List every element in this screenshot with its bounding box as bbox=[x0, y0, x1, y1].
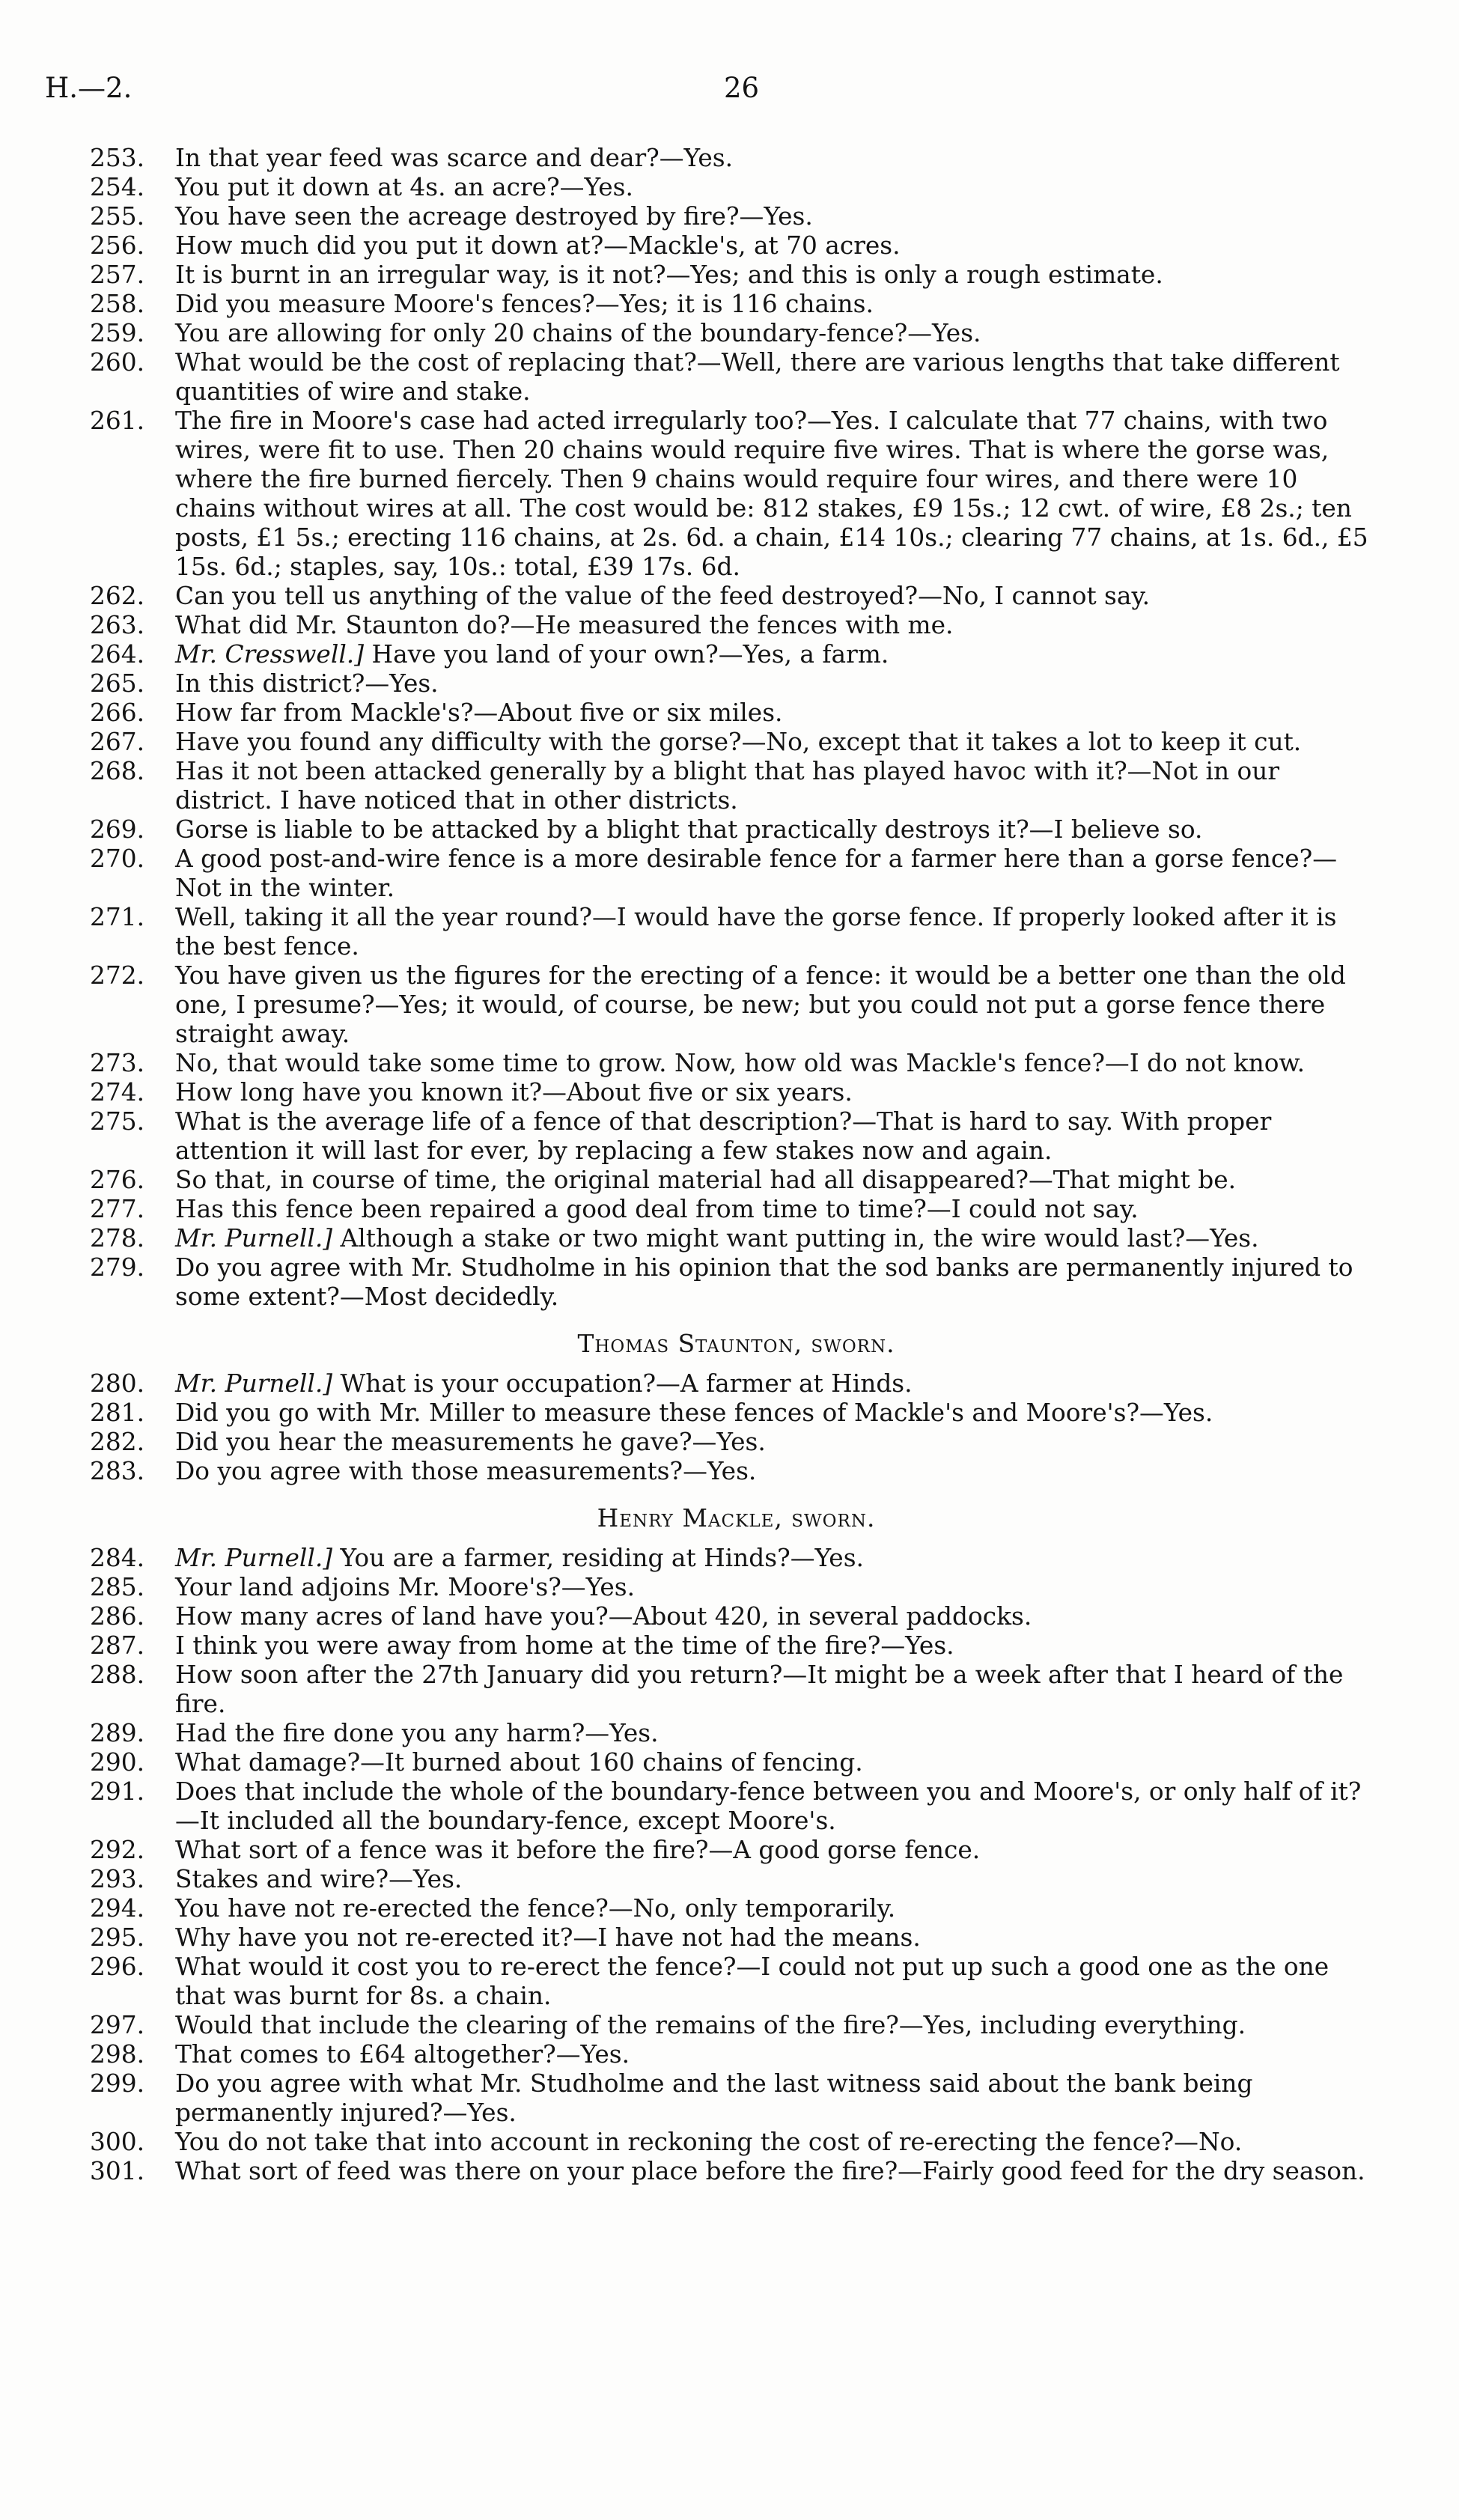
question-paragraph bbox=[90, 348, 1383, 407]
question-number: 263. bbox=[90, 611, 145, 639]
question-text: The fire in Moore's case had acted irregularly too?—Yes. I calculate that 77 chains, with two wires, were fit to use. Then 20 chains would require five wires. That is where the gorse was, where the fire burned fiercely. Then 9 chains would require four wires, and there were 10 chains without wires at all. The cost would be: 812 stakes, £9 15s.; 12 cwt. of wire, £8 2s.; ten posts, £1 5s.; erecting 116 chains, at 2s. 6d. a chain, £14 10s.; clearing 77 chains, at 1s. 6d., £5 15s. 6d.; staples, say, 10s.: total, £39 17s. 6d. bbox=[175, 407, 1368, 581]
question-number: 285. bbox=[90, 1573, 145, 1601]
question-text: In that year feed was scarce and dear?—Yes. bbox=[175, 144, 734, 172]
question-text: Why have you not re-erected it?—I have not had the means. bbox=[175, 1923, 921, 1952]
question-text: In this district?—Yes. bbox=[175, 669, 439, 698]
question-paragraph bbox=[90, 903, 1383, 961]
question-text: Although a stake or two might want putting in, the wire would last?—Yes. bbox=[340, 1224, 1259, 1253]
question-paragraph bbox=[90, 1369, 1383, 1399]
question-text: Had the fire done you any harm?—Yes. bbox=[175, 1719, 659, 1747]
question-paragraph bbox=[90, 2011, 1383, 2040]
question-text: Did you measure Moore's fences?—Yes; it is 116 chains. bbox=[175, 290, 874, 318]
question-text: That comes to £64 altogether?—Yes. bbox=[175, 2040, 630, 2069]
question-number: 254. bbox=[90, 173, 145, 201]
question-text: What damage?—It burned about 160 chains of fencing. bbox=[175, 1748, 863, 1777]
question-number: 286. bbox=[90, 1602, 145, 1631]
question-paragraph bbox=[90, 144, 1383, 173]
examiner-name: Mr. Purnell.] bbox=[175, 1369, 333, 1398]
question-paragraph bbox=[90, 582, 1383, 611]
question-text: Do you agree with what Mr. Studholme and the last witness said about the bank being permanently injured?—Yes. bbox=[175, 2069, 1253, 2127]
witness-heading: Henry Mackle, sworn. bbox=[597, 1504, 876, 1533]
evidence-body bbox=[90, 144, 1383, 2186]
question-text: It is burnt in an irregular way, is it not?—Yes; and this is only a rough estimate. bbox=[175, 261, 1163, 289]
question-text: You put it down at 4s. an acre?—Yes. bbox=[175, 173, 633, 201]
question-paragraph bbox=[90, 1399, 1383, 1428]
question-number: 253. bbox=[90, 144, 145, 172]
question-text: What would it cost you to re-erect the fence?—I could not put up such a good one as the one that was burnt for 8s. a chain. bbox=[175, 1953, 1329, 2010]
question-text: Do you agree with those measurements?—Yes. bbox=[175, 1457, 757, 1485]
question-text: Did you hear the measurements he gave?—Yes. bbox=[175, 1428, 766, 1456]
question-number: 275. bbox=[90, 1107, 145, 1136]
question-paragraph bbox=[90, 2128, 1383, 2157]
question-number: 271. bbox=[90, 903, 145, 931]
question-paragraph bbox=[90, 407, 1383, 582]
question-number: 260. bbox=[90, 348, 145, 377]
question-text: What sort of feed was there on your place before the fire?—Fairly good feed for the dry season. bbox=[175, 2157, 1365, 2185]
question-number: 265. bbox=[90, 669, 145, 698]
question-text: How long have you known it?—About five or six years. bbox=[175, 1078, 853, 1107]
question-paragraph bbox=[90, 961, 1383, 1049]
question-paragraph bbox=[90, 1428, 1383, 1457]
question-number: 257. bbox=[90, 261, 145, 289]
question-number: 277. bbox=[90, 1195, 145, 1223]
question-number: 274. bbox=[90, 1078, 145, 1107]
question-text: Did you go with Mr. Miller to measure these fences of Mackle's and Moore's?—Yes. bbox=[175, 1399, 1213, 1427]
question-number: 262. bbox=[90, 582, 145, 610]
question-text: You do not take that into account in reckoning the cost of re-erecting the fence?—No. bbox=[175, 2128, 1243, 2156]
question-paragraph bbox=[90, 1777, 1383, 1836]
question-text: A good post-and-wire fence is a more desirable fence for a farmer here than a gorse fence?—Not in the winter. bbox=[175, 844, 1338, 902]
question-paragraph bbox=[90, 1953, 1383, 2011]
question-number: 255. bbox=[90, 202, 145, 231]
question-text: How far from Mackle's?—About five or six miles. bbox=[175, 699, 783, 727]
question-text: What is the average life of a fence of that description?—That is hard to say. With proper attention it will last for ever, by replacing a few stakes now and again. bbox=[175, 1107, 1272, 1165]
page-header bbox=[45, 72, 1407, 117]
question-text: What sort of a fence was it before the fire?—A good gorse fence. bbox=[175, 1836, 981, 1864]
question-paragraph bbox=[90, 1253, 1383, 1312]
question-paragraph bbox=[90, 640, 1383, 669]
question-paragraph bbox=[90, 757, 1383, 815]
question-text: Does that include the whole of the boundary-fence between you and Moore's, or only half of it?—It included all the boundary-fence, except Moore's. bbox=[175, 1777, 1362, 1835]
question-paragraph bbox=[90, 1224, 1383, 1253]
document-reference: H.—2. bbox=[45, 72, 133, 104]
question-text: What would be the cost of replacing that?—Well, there are various lengths that take different quantities of wire and stake. bbox=[175, 348, 1340, 406]
question-paragraph bbox=[90, 231, 1383, 261]
question-number: 291. bbox=[90, 1777, 145, 1806]
question-paragraph bbox=[90, 2157, 1383, 2186]
question-text: You have not re-erected the fence?—No, only temporarily. bbox=[175, 1894, 896, 1923]
question-paragraph bbox=[90, 1166, 1383, 1195]
question-text: What did Mr. Staunton do?—He measured the fences with me. bbox=[175, 611, 954, 639]
question-paragraph bbox=[90, 1631, 1383, 1661]
question-paragraph bbox=[90, 844, 1383, 903]
question-text: Has this fence been repaired a good deal from time to time?—I could not say. bbox=[175, 1195, 1139, 1223]
page-number: 26 bbox=[724, 72, 760, 104]
question-paragraph bbox=[90, 1661, 1383, 1719]
question-number: 284. bbox=[90, 1544, 145, 1572]
question-number: 268. bbox=[90, 757, 145, 785]
question-paragraph bbox=[90, 699, 1383, 728]
question-text: You have seen the acreage destroyed by fire?—Yes. bbox=[175, 202, 813, 231]
question-number: 280. bbox=[90, 1369, 145, 1398]
question-paragraph bbox=[90, 1049, 1383, 1078]
question-paragraph bbox=[90, 173, 1383, 202]
question-text: How soon after the 27th January did you return?—It might be a week after that I heard of the fire. bbox=[175, 1661, 1344, 1718]
question-paragraph bbox=[90, 611, 1383, 640]
question-text: How much did you put it down at?—Mackle's, at 70 acres. bbox=[175, 231, 901, 260]
question-paragraph bbox=[90, 202, 1383, 231]
question-text: No, that would take some time to grow. Now, how old was Mackle's fence?—I do not know. bbox=[175, 1049, 1306, 1077]
question-number: 256. bbox=[90, 231, 145, 260]
question-text: Gorse is liable to be attacked by a blight that practically destroys it?—I believe so. bbox=[175, 815, 1203, 844]
question-number: 290. bbox=[90, 1748, 145, 1777]
question-text: Well, taking it all the year round?—I would have the gorse fence. If properly looked after it is the best fence. bbox=[175, 903, 1337, 961]
question-number: 294. bbox=[90, 1894, 145, 1923]
examiner-name: Mr. Cresswell.] bbox=[175, 640, 365, 669]
question-text: Have you found any difficulty with the gorse?—No, except that it takes a lot to keep it cut. bbox=[175, 728, 1302, 756]
question-paragraph bbox=[90, 815, 1383, 844]
question-number: 292. bbox=[90, 1836, 145, 1864]
question-number: 258. bbox=[90, 290, 145, 318]
question-number: 276. bbox=[90, 1166, 145, 1194]
question-paragraph bbox=[90, 1107, 1383, 1166]
question-paragraph bbox=[90, 669, 1383, 699]
question-text: How many acres of land have you?—About 420, in several paddocks. bbox=[175, 1602, 1032, 1631]
question-number: 297. bbox=[90, 2011, 145, 2039]
question-paragraph bbox=[90, 1457, 1383, 1486]
question-text: Would that include the clearing of the remains of the fire?—Yes, including everything. bbox=[175, 2011, 1246, 2039]
question-paragraph bbox=[90, 1078, 1383, 1107]
question-number: 273. bbox=[90, 1049, 145, 1077]
question-text: You are allowing for only 20 chains of the boundary-fence?—Yes. bbox=[175, 319, 981, 347]
question-number: 269. bbox=[90, 815, 145, 844]
question-number: 298. bbox=[90, 2040, 145, 2069]
question-text: Stakes and wire?—Yes. bbox=[175, 1865, 463, 1893]
question-paragraph bbox=[90, 261, 1383, 290]
question-number: 278. bbox=[90, 1224, 145, 1253]
question-number: 279. bbox=[90, 1253, 145, 1282]
question-text: Do you agree with Mr. Studholme in his opinion that the sod banks are permanently injured to some extent?—Most decidedly. bbox=[175, 1253, 1353, 1311]
question-number: 266. bbox=[90, 699, 145, 727]
examiner-name: Mr. Purnell.] bbox=[175, 1544, 333, 1572]
question-paragraph bbox=[90, 1602, 1383, 1631]
question-number: 300. bbox=[90, 2128, 145, 2156]
question-number: 296. bbox=[90, 1953, 145, 1981]
question-number: 288. bbox=[90, 1661, 145, 1689]
question-paragraph bbox=[90, 290, 1383, 319]
question-text: Can you tell us anything of the value of the feed destroyed?—No, I cannot say. bbox=[175, 582, 1151, 610]
question-paragraph bbox=[90, 1195, 1383, 1224]
question-text: Have you land of your own?—Yes, a farm. bbox=[371, 640, 889, 669]
question-paragraph bbox=[90, 1544, 1383, 1573]
question-paragraph bbox=[90, 1573, 1383, 1602]
question-number: 295. bbox=[90, 1923, 145, 1952]
question-text: Has it not been attacked generally by a blight that has played havoc with it?—Not in our district. I have noticed that in other districts. bbox=[175, 757, 1280, 815]
question-number: 272. bbox=[90, 961, 145, 990]
question-paragraph bbox=[90, 1865, 1383, 1894]
question-number: 283. bbox=[90, 1457, 145, 1485]
witness-heading: Thomas Staunton, sworn. bbox=[577, 1330, 895, 1358]
question-text: So that, in course of time, the original material had all disappeared?—That might be. bbox=[175, 1166, 1237, 1194]
question-number: 267. bbox=[90, 728, 145, 756]
question-number: 287. bbox=[90, 1631, 145, 1660]
question-paragraph bbox=[90, 2069, 1383, 2128]
examiner-name: Mr. Purnell.] bbox=[175, 1224, 333, 1253]
question-number: 264. bbox=[90, 640, 145, 669]
question-number: 299. bbox=[90, 2069, 145, 2098]
question-number: 270. bbox=[90, 844, 145, 873]
question-paragraph bbox=[90, 2040, 1383, 2069]
question-text: You are a farmer, residing at Hinds?—Yes. bbox=[340, 1544, 864, 1572]
question-paragraph bbox=[90, 1748, 1383, 1777]
question-number: 282. bbox=[90, 1428, 145, 1456]
question-number: 301. bbox=[90, 2157, 145, 2185]
question-paragraph bbox=[90, 319, 1383, 348]
question-paragraph bbox=[90, 1719, 1383, 1748]
question-paragraph bbox=[90, 728, 1383, 757]
question-paragraph bbox=[90, 1923, 1383, 1953]
question-paragraph bbox=[90, 1894, 1383, 1923]
question-text: You have given us the figures for the erecting of a fence: it would be a better one than the old one, I presume?—Yes; it would, of course, be new; but you could not put a gorse fence there straight away. bbox=[175, 961, 1346, 1048]
question-number: 293. bbox=[90, 1865, 145, 1893]
question-number: 289. bbox=[90, 1719, 145, 1747]
question-text: What is your occupation?—A farmer at Hinds. bbox=[340, 1369, 913, 1398]
question-text: I think you were away from home at the time of the fire?—Yes. bbox=[175, 1631, 954, 1660]
question-number: 259. bbox=[90, 319, 145, 347]
question-number: 281. bbox=[90, 1399, 145, 1427]
question-paragraph bbox=[90, 1836, 1383, 1865]
question-text: Your land adjoins Mr. Moore's?—Yes. bbox=[175, 1573, 636, 1601]
question-number: 261. bbox=[90, 407, 145, 435]
